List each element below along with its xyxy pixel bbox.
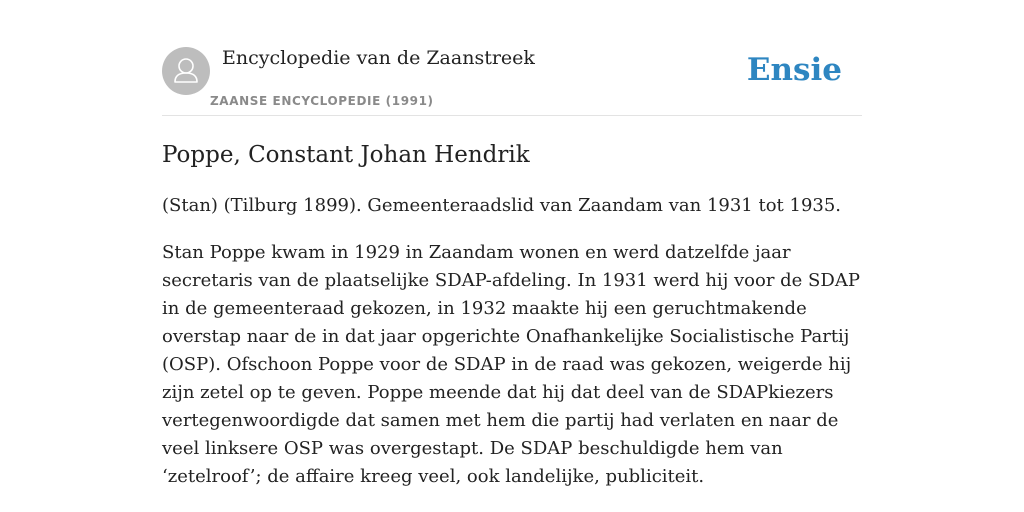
user-icon [162,47,210,95]
avatar[interactable] [162,47,210,95]
source-title[interactable]: Encyclopedie van de Zaanstreek [222,47,535,69]
entry-body: Stan Poppe kwam in 1929 in Zaandam wonen en werd datzelfde jaar secretaris van de plaatselijke SDAP-afdeling. In 1931 werd hij voor de SDAP in de gemeenteraad gekozen, in 1932 maakte hij een geruchtmakende overstap naar de in dat jaar opgerichte Onafhankelijke Socialistische Partij (OSP). Ofschoon Poppe voor de SDAP in de raad was gekozen, weigerde hij zijn zetel op te geven. Poppe meende dat hij dat deel van de SDAPkiezers vertegenwoordigde dat samen met hem die partij had verlaten en naar de veel linksere OSP was overgestapt. De SDAP beschuldigde hem van ‘zetelroof’; de affaire kreeg veel, ook landelijke, publiciteit. [162,242,860,487]
entry-title: Poppe, Constant Johan Hendrik [162,142,530,168]
brand-logo[interactable]: Ensie [746,52,842,88]
entry-intro: (Stan) (Tilburg 1899). Gemeenteraadslid van Zaandam van 1931 tot 1935. [162,195,842,216]
source-subtitle: ZAANSE ENCYCLOPEDIE (1991) [210,94,434,108]
source-header [162,0,862,116]
entry-card [162,0,862,512]
